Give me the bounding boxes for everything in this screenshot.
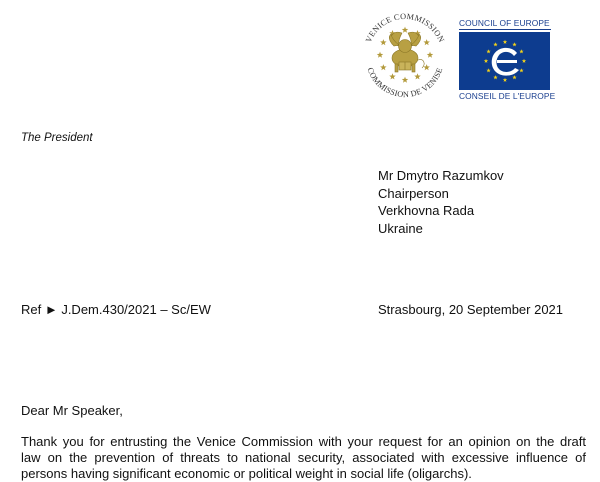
seal-star-icon <box>402 27 408 33</box>
winged-lion-seal-icon <box>358 6 452 102</box>
place-and-date: Strasbourg, 20 September 2021 <box>378 302 564 317</box>
sender-title: The President <box>21 132 93 144</box>
reference-number: Ref ► J.Dem.430/2021 – Sc/EW <box>21 302 211 317</box>
paragraph-line: persons having significant economic or political weight in social life (oligarchs). <box>21 466 472 481</box>
seal-star-icon <box>423 39 429 45</box>
council-of-europe-flag-icon <box>459 32 550 90</box>
seal-top-text: VENICE COMMISSION <box>363 11 447 44</box>
recipient-address <box>378 167 504 237</box>
recipient-line: Verkhovna Rada <box>378 203 475 218</box>
seal-bottom-text: COMMISSION DE VENISE <box>365 66 445 100</box>
svg-text:COMMISSION DE VENISE <box>366 66 445 99</box>
paragraph-line: law on the prevention of threats to national security, associated with excessive influence of <box>21 450 586 465</box>
letter-paragraph <box>21 434 586 482</box>
council-of-europe-logo <box>459 18 556 101</box>
seal-star-icon <box>423 64 429 70</box>
recipient-line: Chairperson <box>378 185 449 201</box>
venice-commission-seal <box>358 6 452 102</box>
salutation: Dear Mr Speaker, <box>21 403 123 418</box>
recipient-line: Ukraine <box>378 220 423 236</box>
seal-star-icon <box>402 77 408 83</box>
coe-bottom-text: CONSEIL DE L'EUROPE <box>459 91 556 101</box>
seal-star-icon <box>377 52 383 58</box>
seal-star-icon <box>380 39 386 45</box>
seal-star-icon <box>389 73 395 79</box>
coe-top-text: COUNCIL OF EUROPE <box>459 18 550 28</box>
paragraph-line: Thank you for entrusting the Venice Commission with your request for an opinion on the draft <box>21 434 586 449</box>
recipient-line: Mr Dmytro Razumkov <box>378 168 504 183</box>
seal-star-icon <box>414 73 420 79</box>
seal-star-icon <box>427 52 433 58</box>
seal-star-icon <box>380 64 386 70</box>
